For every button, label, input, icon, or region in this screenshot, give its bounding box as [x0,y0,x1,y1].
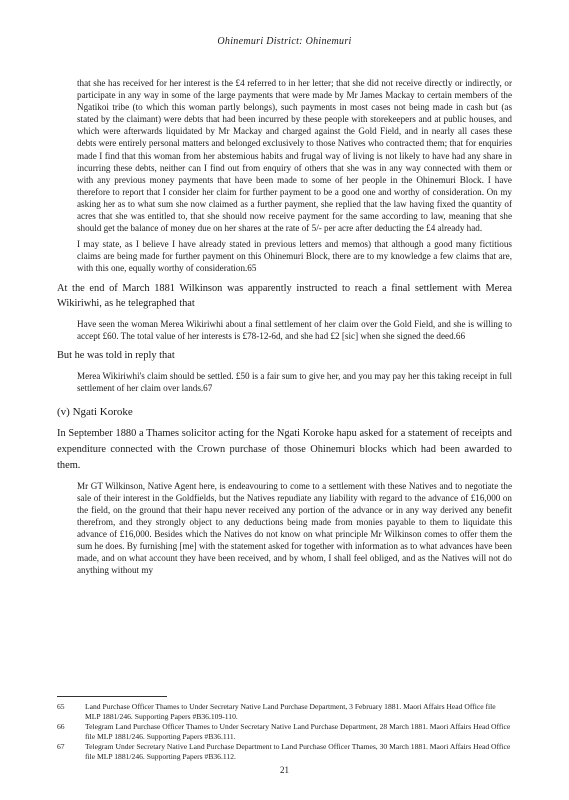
block-quote: Have seen the woman Merea Wikiriwhi about a final settlement of her claim over the Gold Field, and she is willing to accept £60. The total value of her interests is £78-12-6d, and she had £2 [sic] when she signed the deed.66 [77,319,512,342]
running-head: Ohinemuri District: Ohinemuri [217,36,352,47]
block-quote: Merea Wikiriwhi's claim should be settled. £50 is a fair sum to give her, and you may pay her this taking receipt in full settlement of her claim over lands.67 [77,371,512,394]
footnote-text: Telegram Land Purchase Officer Thames to Under Secretary Native Land Purchase Department, 28 March 1881. Maori Affairs Head Office file MLP 1881/246. Supporting Papers #B36.111. [85,722,511,741]
footnote-text: Telegram Under Secretary Native Land Purchase Department to Land Purchase Officer Thames, 30 March 1881. Maori Affairs Head Office file MLP 1881/246. Supporting Papers #B36.112. [85,742,511,761]
footnote-text: Land Purchase Officer Thames to Under Secretary Native Land Purchase Department, 3 February 1881. Maori Affairs Head Office file MLP 1881/246. Supporting Papers #B36.109-110. [85,702,496,721]
footnote [57,702,512,721]
block-quote: that she has received for her interest is the £4 referred to in her letter; that she did not receive directly or indirectly, or participate in any way in some of the large payments that were made by Mr James Mackay to certain members of the Ngatikoi tribe (to which this woman partly belongs), such payments in most cases not being made in cash but (as stated by the claimant) were debts that had been incurred by these people with storekeepers and at public houses, and which were afterwards liquidated by Mr Mackay and charged against the Gold Field, and in nearly all cases these debts were entirely personal matters and belonged exclusively to those Natives who contracted them; that for enquiries made I find that this woman from her abstemious habits and frugal way of living is not likely to have had any share in incurring these debts, neither can I find out from enquiry of others that she was in any way connected with them or with any previous money payments that have been made to some of her people in the Ohinemuri Block. I have therefore to report that I consider her claim for further payment to be a good one and worthy of consideration. On my asking her as to what sum she now claimed as a further payment, she replied that the law having fixed the quantity of acres that she was entitled to, that she should now receive payment for the same according to law, meaning that she should get the balance of money due on her shares at the rate of 5/- per acre after deducting the £4 already had. [77,78,512,234]
block-quote: Mr GT Wilkinson, Native Agent here, is endeavouring to come to a settlement with these Natives and to negotiate the sale of their interest in the Goldfields, but the Natives repudiate any liability with regard to the advance of £16,000 on the field, on the ground that their hapu never received any portion of the advance or in any way derived any benefit therefrom, and they strongly object to any deductions being made from monies payable to them to liquidate this advance of £16,000. Besides which the Natives do not know on what principle Mr Wilkinson comes to offer them the sum he does. By furnishing [me] with the statement asked for together with information as to what advances have been made, and on what account they have been received, and by whom, I shall feel obliged, and as the Natives will not do anything without my [77,480,512,576]
body-paragraph: But he was told in reply that [57,350,175,362]
page-body [57,77,512,579]
footnote [57,742,512,761]
footnote-number: 67 [57,742,65,752]
footnote-divider [57,696,167,697]
page-number: 21 [280,765,289,775]
body-paragraph: In September 1880 a Thames solicitor acting for the Ngati Koroke hapu asked for a statement of receipts and expenditure connected with the Crown purchase of those Ohinemuri blocks which had been awarded to them. [57,428,512,471]
footnote-number: 66 [57,722,65,732]
footnote-number: 65 [57,702,65,711]
footnotes [57,702,512,763]
section-heading: (v) Ngati Koroke [57,406,133,419]
body-paragraph: At the end of March 1881 Wilkinson was apparently instructed to reach a final settlement with Merea Wikiriwhi, as he telegraphed that [57,282,512,310]
footnote [57,722,512,741]
block-quote: I may state, as I believe I have already stated in previous letters and memos) that although a good many fictitious claims are being made for further payment on this Ohinemuri Block, there are to my knowledge a few claims that are, with this one, equally worthy of consideration.65 [77,239,512,274]
